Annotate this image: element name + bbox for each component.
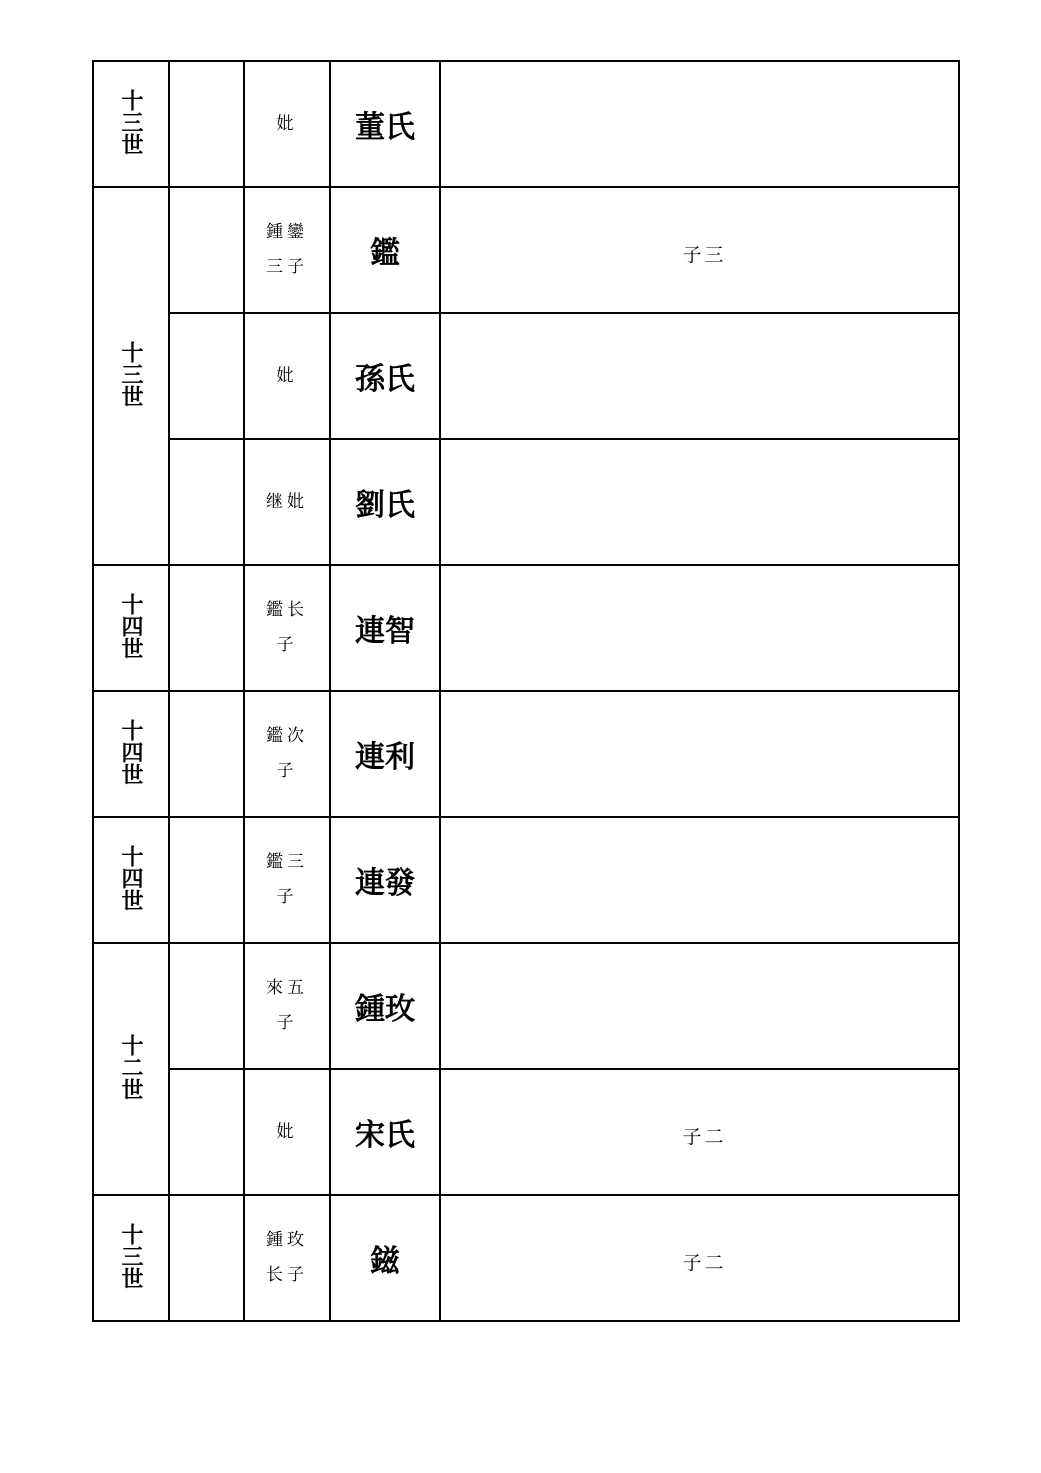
relation-label: 鑑长子: [266, 600, 308, 655]
relation-cell: [244, 1195, 330, 1321]
generation-label: 十三世: [118, 341, 144, 407]
generation-label: 十四世: [118, 593, 144, 659]
person-name: 劉氏: [355, 488, 415, 523]
generation-label: 十三世: [118, 1223, 144, 1289]
blank-cell: [169, 313, 244, 439]
note-text: [441, 625, 958, 631]
note-text: [441, 373, 958, 379]
note-cell: [440, 313, 959, 439]
note-cell: [440, 439, 959, 565]
name-cell: [330, 691, 440, 817]
relation-cell: [244, 313, 330, 439]
relation-label: 鍾玫长子: [266, 1230, 308, 1285]
person-name: 宋氏: [355, 1118, 415, 1153]
generation-cell: [93, 691, 169, 817]
table-row: [93, 817, 959, 943]
name-cell: [330, 565, 440, 691]
genealogy-table: [92, 60, 960, 1322]
generation-label: 十四世: [118, 719, 144, 785]
note-text: 子二: [682, 1251, 727, 1274]
blank-cell: [169, 691, 244, 817]
note-cell: [440, 187, 959, 313]
relation-label: 妣: [276, 1121, 298, 1142]
note-cell: [440, 817, 959, 943]
blank-cell: [169, 439, 244, 565]
table-row: [93, 187, 959, 313]
note-cell: [440, 1069, 959, 1195]
table-row: [93, 313, 959, 439]
relation-label: 继妣: [266, 491, 308, 512]
relation-cell: [244, 1069, 330, 1195]
person-name: 孫氏: [355, 362, 415, 397]
note-cell: [440, 691, 959, 817]
generation-cell: [93, 817, 169, 943]
table-row: [93, 691, 959, 817]
generation-cell: [93, 565, 169, 691]
generation-label: 十四世: [118, 845, 144, 911]
table-row: [93, 943, 959, 1069]
relation-cell: [244, 817, 330, 943]
relation-label: 妣: [276, 365, 298, 386]
person-name: 連智: [355, 614, 415, 649]
person-name: 董氏: [355, 110, 415, 145]
relation-cell: [244, 187, 330, 313]
name-cell: [330, 943, 440, 1069]
relation-cell: [244, 61, 330, 187]
note-text: [441, 499, 958, 505]
name-cell: [330, 817, 440, 943]
note-text: [441, 751, 958, 757]
generation-cell: [93, 943, 169, 1195]
table-row: [93, 61, 959, 187]
note-text: [441, 877, 958, 883]
blank-cell: [169, 943, 244, 1069]
table-row: [93, 1195, 959, 1321]
relation-cell: [244, 943, 330, 1069]
person-name: 連利: [355, 740, 415, 775]
name-cell: [330, 1069, 440, 1195]
blank-cell: [169, 817, 244, 943]
person-name: 鑑: [370, 236, 400, 271]
note-cell: [440, 565, 959, 691]
table-row: [93, 1069, 959, 1195]
relation-cell: [244, 439, 330, 565]
note-cell: [440, 943, 959, 1069]
blank-cell: [169, 565, 244, 691]
generation-cell: [93, 187, 169, 565]
generation-label: 十二世: [118, 1034, 144, 1100]
relation-label: 鍾鑾三子: [266, 222, 308, 277]
note-text: [441, 1003, 958, 1009]
note-cell: [440, 1195, 959, 1321]
generation-cell: [93, 61, 169, 187]
generation-label: 十三世: [118, 89, 144, 155]
relation-label: 鑑次子: [266, 726, 308, 781]
name-cell: [330, 439, 440, 565]
relation-label: 妣: [276, 113, 298, 134]
relation-label: 鑑三子: [266, 852, 308, 907]
table-row: [93, 565, 959, 691]
name-cell: [330, 187, 440, 313]
blank-cell: [169, 1195, 244, 1321]
person-name: 鎡: [370, 1244, 400, 1279]
name-cell: [330, 61, 440, 187]
blank-cell: [169, 1069, 244, 1195]
relation-cell: [244, 565, 330, 691]
name-cell: [330, 313, 440, 439]
generation-cell: [93, 1195, 169, 1321]
note-text: [441, 121, 958, 127]
name-cell: [330, 1195, 440, 1321]
table-row: [93, 439, 959, 565]
person-name: 鍾玫: [355, 992, 415, 1027]
note-cell: [440, 61, 959, 187]
note-text: 子三: [682, 243, 727, 266]
blank-cell: [169, 61, 244, 187]
relation-cell: [244, 691, 330, 817]
blank-cell: [169, 187, 244, 313]
note-text: 子二: [682, 1125, 727, 1148]
person-name: 連發: [355, 866, 415, 901]
relation-label: 來五子: [266, 978, 308, 1033]
